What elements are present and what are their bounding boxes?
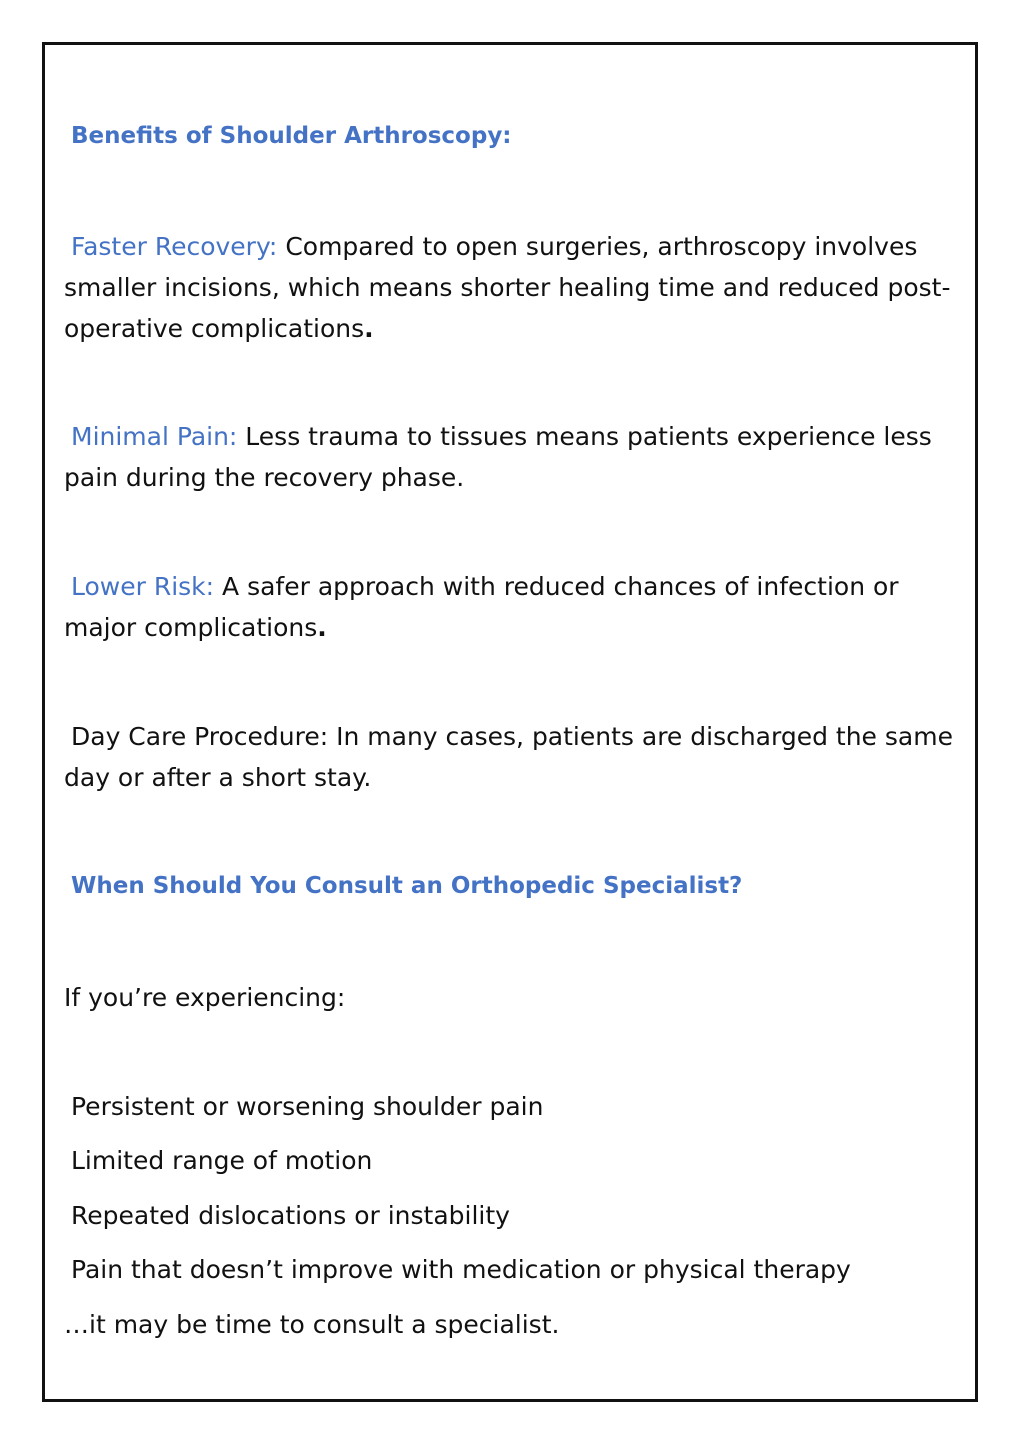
daycare-text: Day Care Procedure: In many cases, patients are discharged the same day or after a short stay. [64,722,953,792]
symptom-item: Repeated dislocations or instability [71,1201,510,1230]
benefit-end: . [317,613,327,642]
symptom-item: Limited range of motion [71,1146,373,1175]
consult-heading: When Should You Consult an Orthopedic Specialist? [71,873,743,899]
benefit-text: A safer approach with reduced chances of infection or major complications [64,572,899,642]
benefit-day-care [64,716,954,798]
benefit-lower-risk [64,566,954,648]
benefit-title: Minimal Pain: [71,422,238,451]
benefit-text: Compared to open surgeries, arthroscopy involves smaller incisions, which means shorter healing time and reduced post-operative complications [64,232,951,343]
benefit-end: . [364,314,374,343]
benefit-title: Lower Risk: [71,572,215,601]
symptom-item: Pain that doesn’t improve with medication or physical therapy [71,1255,851,1284]
benefit-faster-recovery [64,226,954,349]
benefit-minimal-pain [64,416,954,498]
symptom-item: Persistent or worsening shoulder pain [71,1092,544,1121]
page-border [42,42,978,1402]
closing-line: …it may be time to consult a specialist. [64,1310,560,1339]
symptoms-intro: If you’re experiencing: [64,983,346,1012]
benefit-text: Less trauma to tissues means patients experience less pain during the recovery phase. [64,422,932,492]
benefit-title: Faster Recovery: [71,232,278,261]
benefits-heading: Benefits of Shoulder Arthroscopy: [71,123,512,149]
